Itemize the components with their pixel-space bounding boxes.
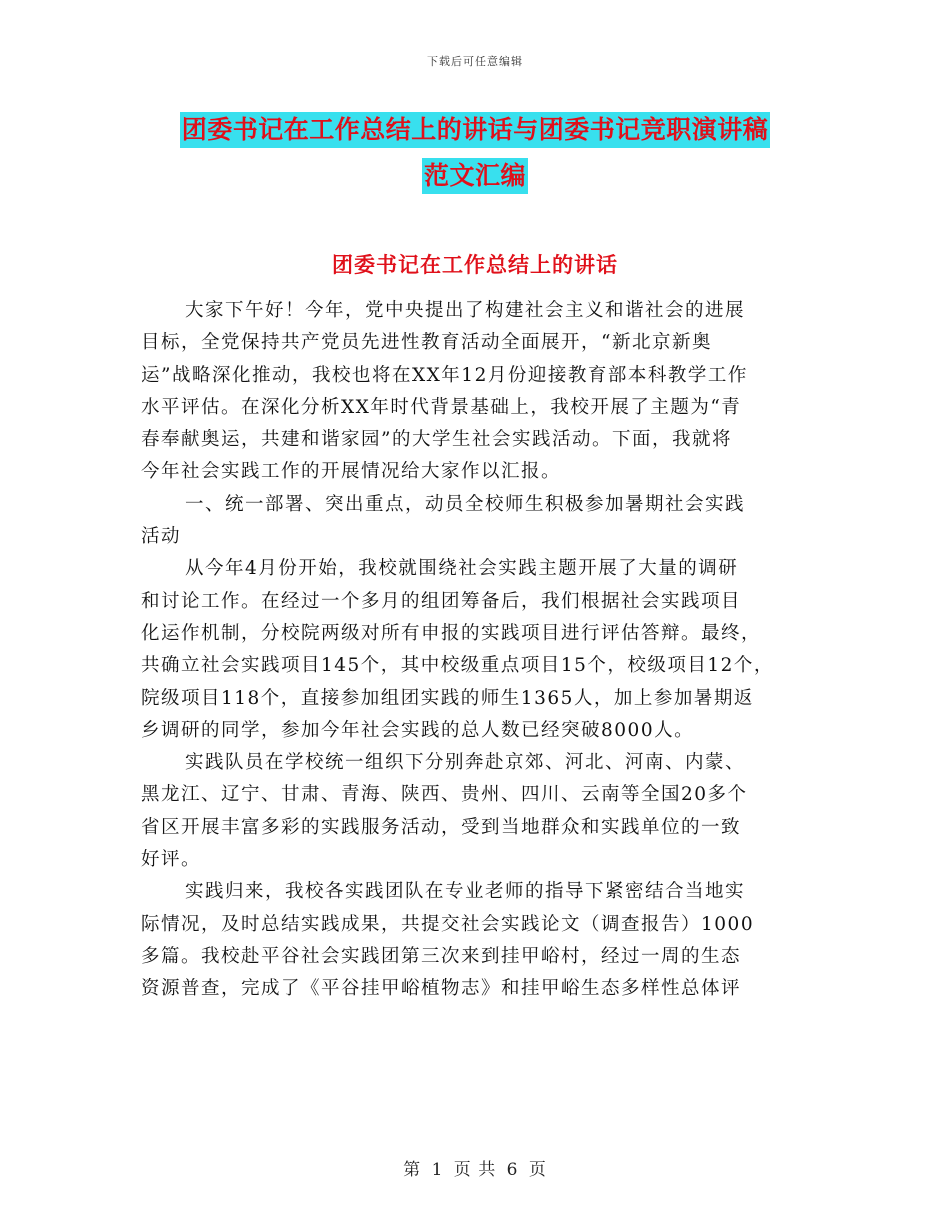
body-line: 资源普查，完成了《平谷挂甲峪植物志》和挂甲峪生态多样性总体评 bbox=[141, 978, 742, 1000]
footer-total-pages: 6 bbox=[506, 1160, 519, 1180]
body-line: 目标，全党保持共产党员先进性教育活动全面展开，“新北京新奥 bbox=[141, 332, 712, 354]
body-line: 一、统一部署、突出重点，动员全校师生积极参加暑期社会实践 bbox=[185, 493, 746, 515]
title-line-1: 团委书记在工作总结上的讲话与团委书记竞职演讲稿 bbox=[180, 112, 771, 148]
body-line: 从今年4月份开始，我校就围绕社会实践主题开展了大量的调研 bbox=[185, 558, 739, 580]
body-line: 黑龙江、辽宁、甘肃、青海、陕西、贵州、四川、云南等全国20多个 bbox=[141, 784, 748, 806]
body-line: 好评。 bbox=[141, 849, 202, 871]
body-line: 水平评估。在深化分析XX年时代背景基础上，我校开展了主题为“青 bbox=[141, 396, 742, 418]
document-title bbox=[0, 112, 950, 194]
body-line: 实践归来，我校各实践团队在专业老师的指导下紧密结合当地实 bbox=[185, 881, 746, 903]
page-footer bbox=[0, 1155, 950, 1180]
body-line: 多篇。我校赴平谷社会实践团第三次来到挂甲峪村，经过一周的生态 bbox=[141, 945, 742, 967]
body-text bbox=[141, 295, 811, 1006]
body-line: 活动 bbox=[141, 526, 182, 548]
body-line: 春奉献奥运，共建和谐家园”的大学生社会实践活动。下面，我就将 bbox=[141, 429, 732, 451]
body-line: 院级项目118个，直接参加组团实践的师生1365人，加上参加暑期返 bbox=[141, 687, 754, 709]
body-line: 运”战略深化推动，我校也将在XX年12月份迎接教育部本科教学工作 bbox=[141, 364, 748, 386]
section-title: 团委书记在工作总结上的讲话 bbox=[332, 252, 618, 277]
footer-page-number: 1 bbox=[431, 1160, 444, 1180]
body-line: 大家下午好！今年，党中央提出了构建社会主义和谐社会的进展 bbox=[185, 300, 746, 321]
title-line-2: 范文汇编 bbox=[422, 158, 528, 194]
footer-prefix: 第 bbox=[403, 1160, 422, 1180]
body-line: 化运作机制，分校院两级对所有申报的实践项目进行评估答辩。最终， bbox=[141, 622, 762, 644]
footer-middle: 页 共 bbox=[453, 1160, 497, 1180]
body-line: 际情况，及时总结实践成果，共提交社会实践论文（调查报告）1000 bbox=[141, 913, 755, 935]
body-line: 省区开展丰富多彩的实践服务活动，受到当地群众和实践单位的一致 bbox=[141, 816, 742, 838]
body-line: 实践队员在学校统一组织下分别奔赴京郊、河北、河南、内蒙、 bbox=[185, 752, 746, 774]
page-header-note: 下载后可任意编辑 bbox=[427, 55, 523, 68]
body-line: 共确立社会实践项目145个，其中校级重点项目15个，校级项目12个， bbox=[141, 655, 774, 677]
body-line: 乡调研的同学，参加今年社会实践的总人数已经突破8000人。 bbox=[141, 719, 695, 741]
body-line: 和讨论工作。在经过一个多月的组团筹备后，我们根据社会实践项目 bbox=[141, 590, 742, 612]
footer-suffix: 页 bbox=[528, 1160, 547, 1180]
body-line: 今年社会实践工作的开展情况给大家作以汇报。 bbox=[141, 461, 562, 483]
